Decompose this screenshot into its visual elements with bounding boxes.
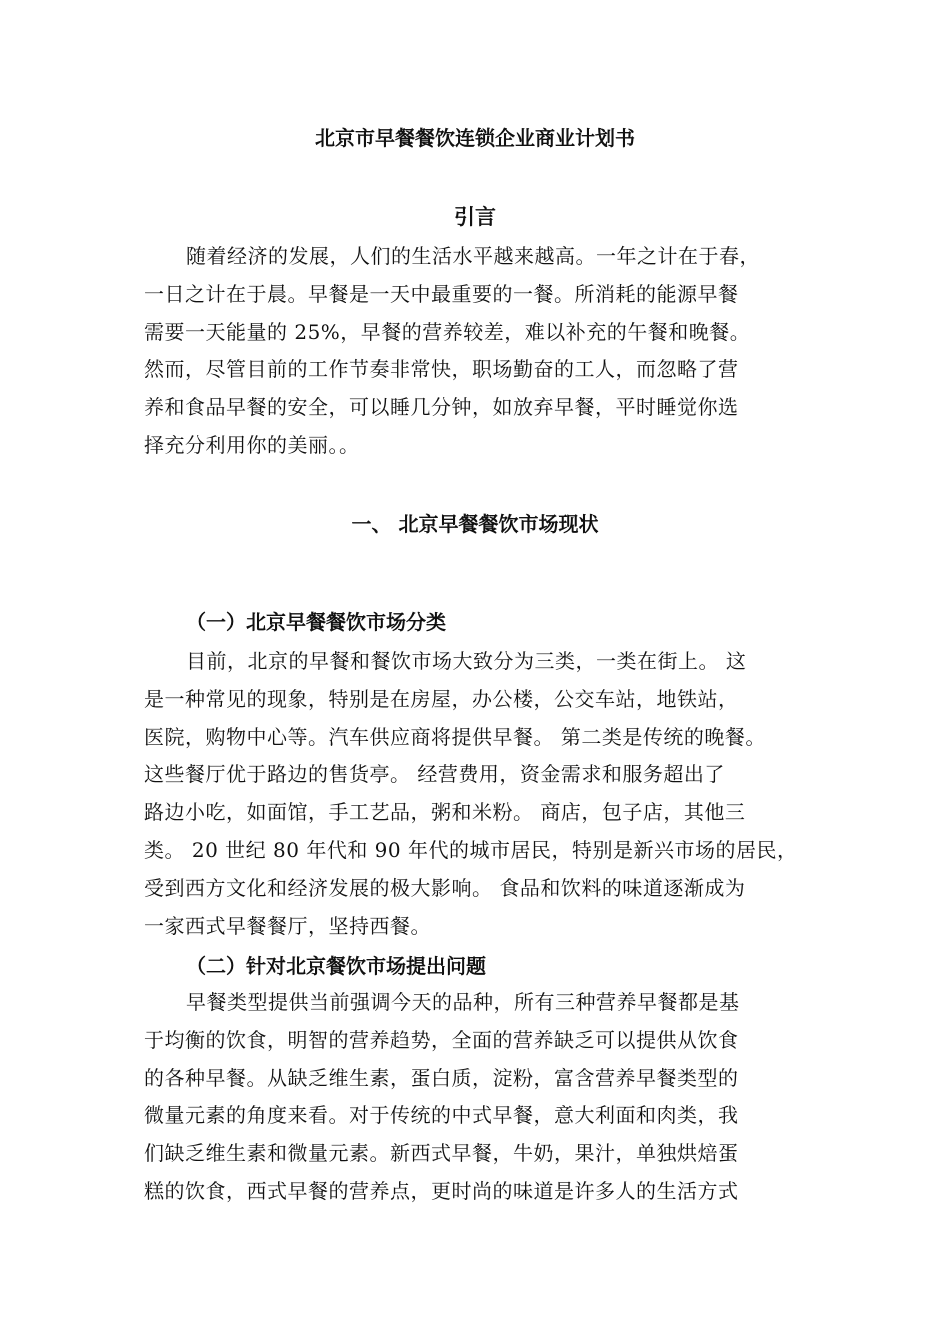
paragraph-line: 养和食品早餐的安全，可以睡几分钟，如放弃早餐，平时睡觉你选 <box>144 395 739 420</box>
paragraph-line: 微量元素的角度来看。对于传统的中式早餐，意大利面和肉类，我 <box>144 1103 739 1128</box>
intro-heading: 引言 <box>454 205 496 229</box>
paragraph-line: 是一种常见的现象，特别是在房屋，办公楼，公交车站，地铁站， <box>144 686 739 711</box>
paragraph-line: 然而，尽管目前的工作节奏非常快，职场勤奋的工人，而忽略了营 <box>144 357 739 382</box>
paragraph-line: 这些餐厅优于路边的售货亭。 经营费用，资金需求和服务超出了 <box>144 762 725 787</box>
paragraph-line: 于均衡的饮食，明智的营养趋势，全面的营养缺乏可以提供从饮食 <box>144 1027 739 1052</box>
paragraph-line: 类。 20 世纪 80 年代和 90 年代的城市居民，特别是新兴市场的居民， <box>144 837 798 862</box>
paragraph-line: 们缺乏维生素和微量元素。新西式早餐，牛奶，果汁，单独烘焙蛋 <box>144 1141 739 1166</box>
intro-paragraph <box>144 238 834 465</box>
paragraph-line: 目前，北京的早餐和餐饮市场大致分为三类，一类在街上。 这 <box>186 649 747 673</box>
paragraph-line: 一日之计在于晨。早餐是一天中最重要的一餐。所消耗的能源早餐 <box>144 281 739 306</box>
subsection-paragraph <box>144 984 834 1211</box>
paragraph-line: 受到西方文化和经济发展的极大影响。 食品和饮料的味道逐渐成为 <box>144 875 746 900</box>
subsection-paragraph <box>144 643 834 945</box>
paragraph-line: 路边小吃，如面馆，手工艺品，粥和米粉。 商店，包子店，其他三 <box>144 800 746 825</box>
document-title: 北京市早餐餐饮连锁企业商业计划书 <box>315 126 635 150</box>
subsection-heading: （一）北京早餐餐饮市场分类 <box>186 610 446 634</box>
section-heading: 一、 北京早餐餐饮市场现状 <box>351 512 599 536</box>
subsection-heading: （二）针对北京餐饮市场提出问题 <box>186 954 486 978</box>
paragraph-line: 糕的饮食，西式早餐的营养点，更时尚的味道是许多人的生活方式 <box>144 1178 739 1203</box>
paragraph-line: 早餐类型提供当前强调今天的品种，所有三种营养早餐都是基 <box>186 990 740 1014</box>
paragraph-line: 医院，购物中心等。汽车供应商将提供早餐。 第二类是传统的晚餐。 <box>144 724 766 749</box>
paragraph-line: 择充分利用你的美丽。。 <box>144 432 360 457</box>
paragraph-line: 的各种早餐。从缺乏维生素，蛋白质，淀粉，富含营养早餐类型的 <box>144 1065 739 1090</box>
paragraph-line: 随着经济的发展，人们的生活水平越来越高。一年之计在于春， <box>186 244 760 268</box>
paragraph-line: 一家西式早餐餐厅，坚持西餐。 <box>144 913 431 938</box>
paragraph-line: 需要一天能量的 25%，早餐的营养较差，难以补充的午餐和晚餐。 <box>144 319 751 344</box>
